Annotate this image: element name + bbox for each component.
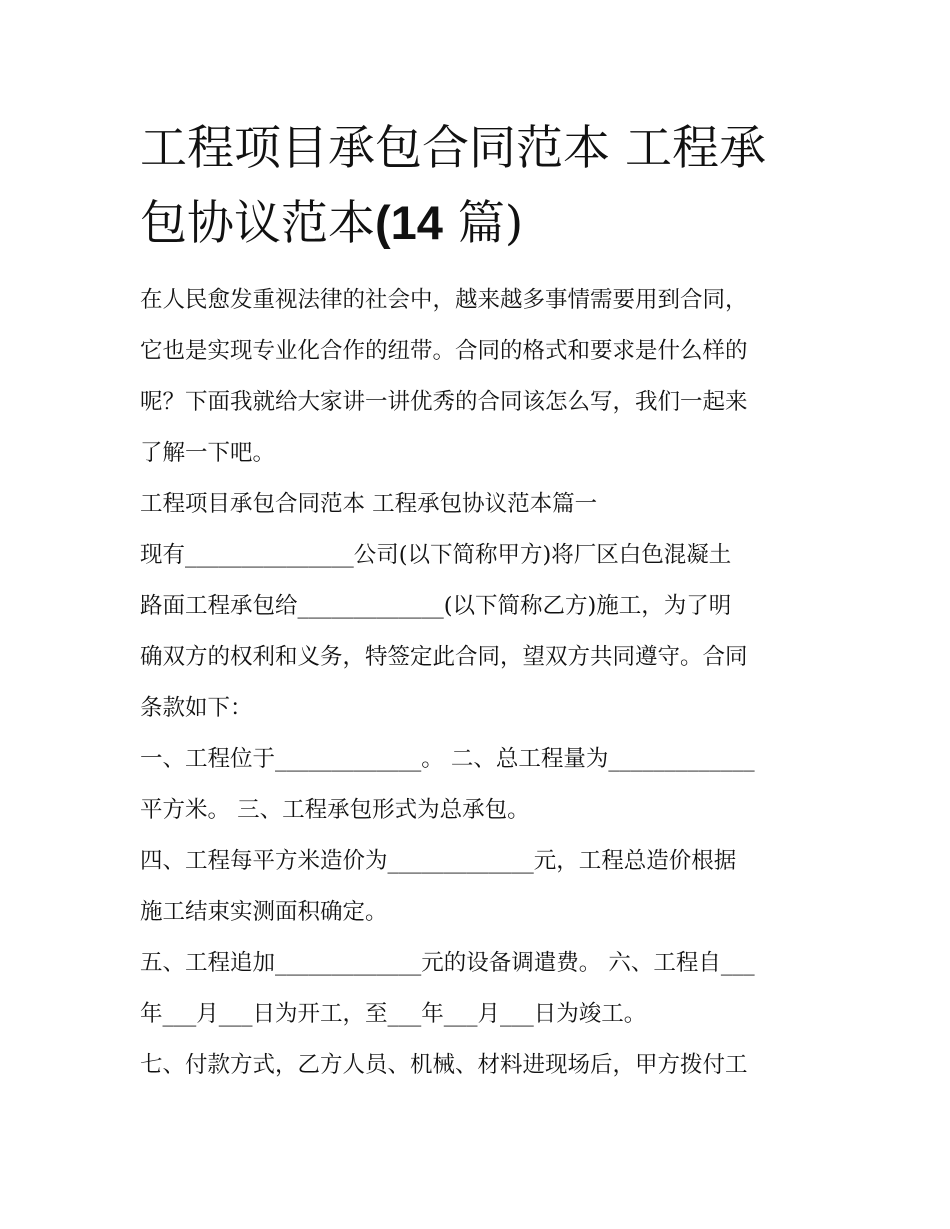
body-line: 路面工程承包给_____________(以下简称乙方)施工，为了明 (140, 593, 732, 619)
body-line: 四、工程每平方米造价为_____________元，工程总造价根据 (140, 848, 737, 874)
document-body (140, 275, 820, 1091)
body-line: 年___月___日为开工，至___年___月___日为竣工。 (140, 1001, 647, 1027)
body-line: 了解一下吧。 (140, 440, 276, 466)
body-line: 平方米。 三、工程承包形式为总承包。 (140, 797, 530, 823)
body-line: 呢？下面我就给大家讲一讲优秀的合同该怎么写，我们一起来 (140, 389, 748, 415)
body-line: 确双方的权利和义务，特签定此合同，望双方共同遵守。合同 (140, 644, 748, 670)
title-count: (14 (375, 196, 443, 249)
body-line: 现有_______________公司(以下简称甲方)将厂区白色混凝土 (140, 542, 732, 568)
document-title (140, 112, 820, 261)
body-line: 在人民愈发重视法律的社会中，越来越多事情需要用到合同， (140, 287, 748, 313)
title-line-1: 工程项目承包合同范本 工程承 (140, 121, 766, 176)
title-line-2: 包协议范本 (140, 196, 375, 251)
title-suffix: 篇) (442, 196, 524, 251)
body-line: 施工结束实测面积确定。 (140, 899, 388, 925)
body-line: 五、工程追加_____________元的设备调遣费。 六、工程自___ (140, 950, 755, 976)
section-heading: 工程项目承包合同范本 工程承包协议范本篇一 (140, 491, 598, 517)
body-line: 一、工程位于_____________。 二、总工程量为_____________ (140, 746, 755, 772)
body-line: 条款如下： (140, 695, 253, 721)
body-line: 七、付款方式，乙方人员、机械、材料进现场后，甲方拨付工 (140, 1052, 748, 1078)
body-line: 它也是实现专业化合作的纽带。合同的格式和要求是什么样的 (140, 338, 748, 364)
